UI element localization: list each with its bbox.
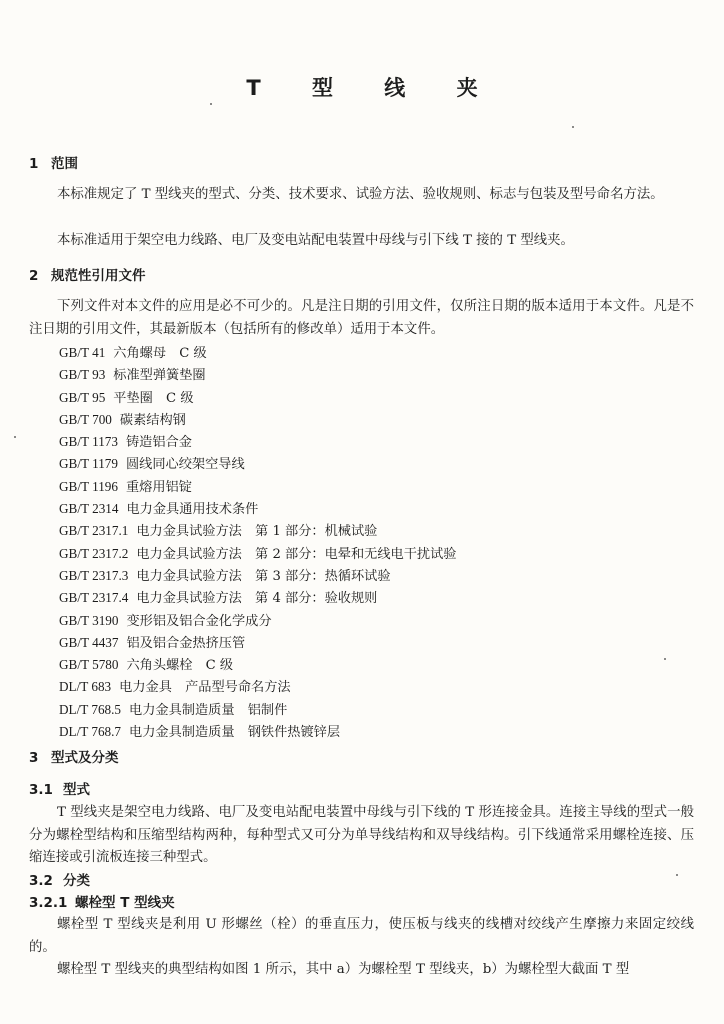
section-number: 3.2.1 <box>29 895 68 911</box>
reference-title: 六角螺母 C 级 <box>113 346 207 361</box>
scan-speck <box>572 126 574 128</box>
scan-speck <box>14 436 16 438</box>
reference-item <box>59 699 456 721</box>
reference-code: DL/T 768.5 <box>59 701 122 717</box>
subsection-3-2-1-heading <box>29 891 175 911</box>
section-title: 规范性引用文件 <box>51 268 146 284</box>
paragraph: 本标准适用于架空电力线路、电厂及变电站配电装置中母线与引下线 T 接的 T 型线夹。 <box>57 233 574 248</box>
reference-code: GB/T 700 <box>59 411 112 427</box>
reference-title: 电力金具制造质量 铝制件 <box>129 702 288 718</box>
reference-title: 六角头螺栓 C 级 <box>126 658 234 674</box>
section-title: 范围 <box>51 156 78 172</box>
reference-title: 电力金具试验方法 第 1 部分：机械试验 <box>136 524 378 540</box>
section-number: 3.1 <box>29 782 53 798</box>
reference-code: GB/T 1179 <box>59 456 118 472</box>
section-title: 型式 <box>63 782 90 798</box>
reference-title: 圆线同心绞架空导线 <box>125 457 245 473</box>
reference-item <box>59 565 456 587</box>
reference-item <box>59 476 456 498</box>
reference-code: GB/T 5780 <box>59 657 119 673</box>
reference-item <box>59 498 456 520</box>
reference-item <box>59 520 456 542</box>
reference-item <box>59 632 456 654</box>
reference-code: GB/T 95 <box>59 389 106 405</box>
reference-code: GB/T 2317.3 <box>59 567 129 583</box>
reference-code: GB/T 41 <box>59 345 106 360</box>
reference-title: 变形铝及铝合金化学成分 <box>126 613 272 629</box>
reference-title: 电力金具试验方法 第 3 部分：热循环试验 <box>136 568 391 584</box>
reference-item <box>59 409 456 431</box>
reference-item <box>59 453 456 475</box>
section-title: 型式及分类 <box>51 750 119 766</box>
subsection-3-2-heading <box>29 869 90 889</box>
normative-references-list <box>59 342 456 743</box>
document-title: T 型 线 夹 <box>246 76 500 100</box>
reference-code: GB/T 1196 <box>59 478 118 494</box>
section-3-heading <box>29 746 119 766</box>
section-2-heading <box>29 264 146 284</box>
scan-speck <box>210 103 212 105</box>
reference-code: GB/T 2317.1 <box>59 523 129 539</box>
reference-item <box>59 431 456 453</box>
reference-title: 电力金具 产品型号命名方法 <box>119 680 291 696</box>
reference-item <box>59 610 456 632</box>
paragraph: 螺栓型 T 型线夹的典型结构如图 1 所示，其中 a）为螺栓型 T 型线夹，b）为螺栓型大截面 T 型 <box>57 962 630 977</box>
reference-code: GB/T 2314 <box>59 501 119 517</box>
reference-item <box>59 587 456 609</box>
reference-item <box>59 342 456 364</box>
reference-title: 铝及铝合金热挤压管 <box>126 635 246 651</box>
reference-title: 电力金具试验方法 第 4 部分：验收规则 <box>136 591 378 607</box>
reference-title: 重熔用铝锭 <box>125 479 192 495</box>
paragraph: T 型线夹是架空电力线路、电厂及变电站配电装置中母线与引下线的 T 形连接金具。连接主导线的型式一般分为螺栓型结构和压缩型结构两种，每种型式又可分为单导线结构和双导线结构。引下线通常采用螺栓连接、压缩连接或引流板连接三种型式。 <box>29 805 694 865</box>
paragraph: 本标准规定了 T 型线夹的型式、分类、技术要求、试验方法、验收规则、标志与包装及型号命名方法。 <box>57 187 664 202</box>
reference-item <box>59 654 456 676</box>
reference-item <box>59 543 456 565</box>
section-title: 分类 <box>63 873 90 889</box>
section-title: 螺栓型 T 型线夹 <box>75 895 175 911</box>
section-1-heading <box>29 152 78 172</box>
reference-title: 铸造铝合金 <box>125 435 192 451</box>
section-number: 3 <box>29 750 39 766</box>
reference-title: 标准型弹簧垫圈 <box>113 368 206 384</box>
reference-code: GB/T 2317.4 <box>59 590 129 606</box>
scan-speck <box>676 874 678 876</box>
reference-title: 碳素结构钢 <box>119 412 186 428</box>
reference-code: DL/T 768.7 <box>59 724 122 740</box>
scan-speck <box>664 658 666 660</box>
section-number: 3.2 <box>29 873 53 889</box>
reference-code: GB/T 4437 <box>59 634 119 650</box>
reference-title: 平垫圈 C 级 <box>113 390 194 406</box>
reference-title: 电力金具试验方法 第 2 部分：电晕和无线电干扰试验 <box>136 546 457 562</box>
reference-code: DL/T 683 <box>59 679 112 695</box>
section-number: 2 <box>29 268 39 284</box>
section-number: 1 <box>29 156 39 172</box>
reference-code: GB/T 3190 <box>59 612 119 628</box>
reference-code: GB/T 93 <box>59 367 106 383</box>
reference-code: GB/T 1173 <box>59 434 118 450</box>
reference-item <box>59 676 456 698</box>
reference-title: 电力金具制造质量 钢铁件热镀锌层 <box>129 725 341 741</box>
paragraph: 螺栓型 T 型线夹是利用 U 形螺丝（栓）的垂直压力，使压板与线夹的线槽对绞线产生摩擦力来固定绞线的。 <box>29 917 694 955</box>
paragraph: 下列文件对本文件的应用是必不可少的。凡是注日期的引用文件，仅所注日期的版本适用于本文件。凡是不注日期的引用文件，其最新版本（包括所有的修改单）适用于本文件。 <box>29 299 694 337</box>
reference-item <box>59 364 456 386</box>
subsection-3-1-heading <box>29 778 90 798</box>
reference-title: 电力金具通用技术条件 <box>126 502 259 518</box>
reference-item <box>59 387 456 409</box>
reference-item <box>59 721 456 743</box>
reference-code: GB/T 2317.2 <box>59 545 129 561</box>
